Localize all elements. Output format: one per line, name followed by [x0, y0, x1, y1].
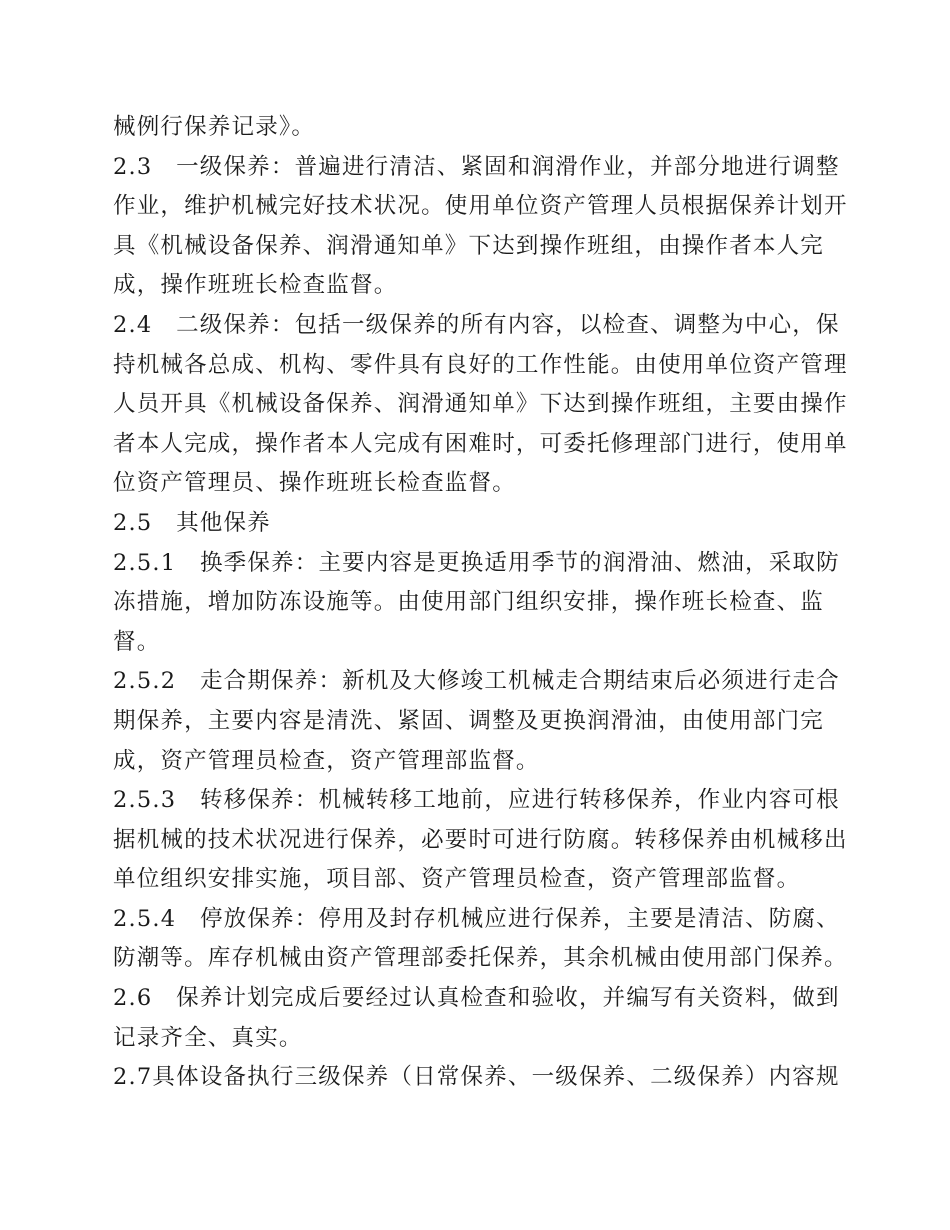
text-line: 成，资产管理员检查，资产管理部监督。 [113, 747, 540, 774]
text-line: 2.3 一级保养：普遍进行清洁、紧固和润滑作业，并部分地进行调整 [113, 153, 840, 180]
text-line: 2.5.4 停放保养：停用及封存机械应进行保养，主要是清洁、防腐、 [113, 905, 840, 932]
text-line: 冻措施，增加防冻设施等。由使用部门组织安排，操作班长检查、监 [113, 589, 825, 616]
text-line: 单位组织安排实施，项目部、资产管理员检查，资产管理部监督。 [113, 866, 801, 893]
text-line: 持机械各总成、机构、零件具有良好的工作性能。由使用单位资产管理 [113, 351, 848, 378]
text-line: 防潮等。库存机械由资产管理部委托保养，其余机械由使用部门保养。 [113, 945, 848, 972]
text-line: 人员开具《机械设备保养、润滑通知单》下达到操作班组，主要由操作 [113, 391, 848, 418]
body-text [113, 108, 848, 1098]
text-line: 据机械的技术状况进行保养，必要时可进行防腐。转移保养由机械移出 [113, 826, 848, 853]
text-line: 2.5.3 转移保养：机械转移工地前，应进行转移保养，作业内容可根 [113, 787, 840, 814]
text-line: 者本人完成，操作者本人完成有困难时，可委托修理部门进行，使用单 [113, 430, 848, 457]
text-line: 期保养，主要内容是清洗、紧固、调整及更换润滑油，由使用部门完 [113, 707, 825, 734]
text-line: 具《机械设备保养、润滑通知单》下达到操作班组，由操作者本人完 [113, 232, 825, 259]
text-line: 作业，维护机械完好技术状况。使用单位资产管理人员根据保养计划开 [113, 193, 848, 220]
text-line: 成，操作班班长检查监督。 [113, 272, 398, 299]
text-line: 位资产管理员、操作班班长检查监督。 [113, 470, 516, 497]
text-line: 械例行保养记录》。 [113, 114, 316, 140]
text-line: 2.5.2 走合期保养：新机及大修竣工机械走合期结束后必须进行走合 [113, 668, 840, 695]
text-line: 2.5 其他保养 [113, 509, 271, 536]
text-line: 2.7具体设备执行三级保养（日常保养、一级保养、二级保养）内容规 [113, 1064, 840, 1091]
text-line: 记录齐全、真实。 [113, 1024, 303, 1051]
text-line: 督。 [113, 628, 161, 655]
text-line: 2.5.1 换季保养：主要内容是更换适用季节的润滑油、燃油，采取防 [113, 549, 840, 576]
text-line: 2.4 二级保养：包括一级保养的所有内容，以检查、调整为中心，保 [113, 311, 840, 338]
text-line: 2.6 保养计划完成后要经过认真检查和验收，并编写有关资料，做到 [113, 985, 840, 1012]
